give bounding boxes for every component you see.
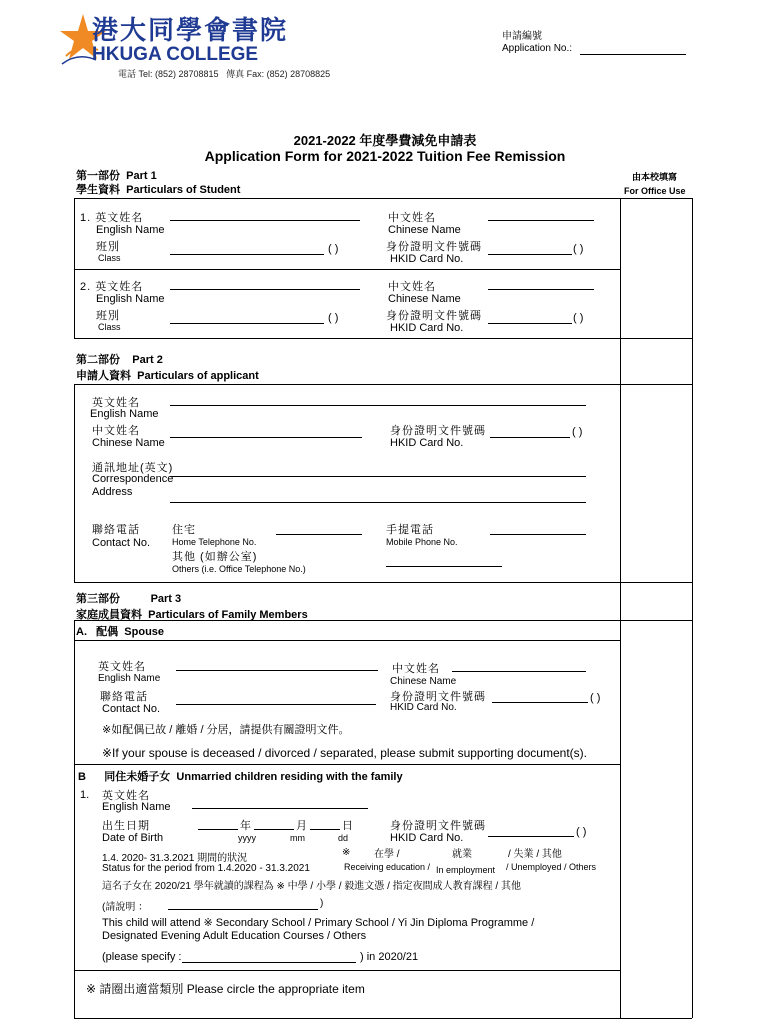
child-dob-dd: dd (338, 833, 349, 843)
student2-hkid-en: HKID Card No. (390, 322, 464, 334)
part1-sub-en: Particulars of Student (126, 184, 241, 196)
children-b-label: B (78, 771, 86, 783)
form-title-cn: 2021-2022 年度學費減免申請表 (293, 133, 477, 148)
student1-class-paren: ( ) (328, 243, 339, 255)
student2-hkid-cn: 身份證明文件號碼 (386, 310, 482, 322)
child-dob-year-field[interactable] (198, 829, 238, 830)
child-dob-month-field[interactable] (254, 829, 294, 830)
student2-chi-name-en: Chinese Name (388, 293, 461, 305)
office-use-cn: 由本校填寫 (632, 172, 678, 182)
student2-eng-name-cn: 2. 英文姓名 (80, 281, 144, 293)
student1-hkid-en: HKID Card No. (390, 253, 464, 265)
student1-eng-name-cn: 1. 英文姓名 (80, 212, 144, 224)
spouse-heading (76, 623, 164, 639)
child-specify-en: (please specify : (102, 951, 182, 963)
part2-eng-name-cn: 英文姓名 (92, 397, 140, 409)
part2-heading (76, 351, 163, 367)
part2-chi-name-en: Chinese Name (92, 437, 165, 449)
child-explain-close: ) (320, 898, 324, 909)
part2-heading-en: Part 2 (132, 354, 163, 366)
child-course-en2: Designated Evening Adult Education Courses / Others (102, 930, 367, 942)
child-dob-year-cn: 年 (240, 820, 251, 832)
part2-hkid-en: HKID Card No. (390, 437, 464, 449)
spouse-contact-en: Contact No. (102, 703, 161, 715)
status-studying-en[interactable]: Receiving education / (344, 862, 431, 872)
office-column-divider (620, 198, 621, 1018)
student1-chi-name-en: Chinese Name (388, 224, 461, 236)
child-hkid-en: HKID Card No. (390, 832, 464, 844)
form-title-en: Application Form for 2021-2022 Tuition Fee Remission (204, 148, 566, 164)
part2-contact-cn: 聯絡電話 (92, 524, 140, 536)
part1-sub-cn: 學生資料 (76, 184, 120, 196)
student2-chi-name-field[interactable] (488, 289, 594, 290)
part3-left-border (74, 620, 75, 1018)
student1-hkid-paren: ( ) (573, 243, 584, 255)
part2-contact-en: Contact No. (92, 537, 151, 549)
children-bottom-rule (74, 970, 620, 971)
student1-chi-name-field[interactable] (488, 220, 594, 221)
office-use-en: For Office Use (624, 186, 686, 196)
student1-class-field[interactable] (170, 254, 324, 255)
part2-home-en: Home Telephone No. (172, 537, 257, 547)
spouse-contact-field[interactable] (176, 704, 376, 705)
part3-sub-cn: 家庭成員資料 (76, 609, 142, 621)
student2-class-en: Class (98, 322, 121, 332)
child-hkid-cn: 身份證明文件號碼 (390, 820, 486, 832)
application-no-label: Application No.: (502, 43, 573, 54)
part2-chi-name-field[interactable] (170, 437, 362, 438)
logo-english-name: HKUGA COLLEGE (92, 44, 259, 65)
child-status-en: Status for the period from 1.4.2020 - 31.3.2021 (102, 863, 310, 874)
student1-chi-name-cn: 中文姓名 (388, 212, 436, 224)
student1-class-en: Class (98, 253, 121, 263)
part2-others-en: Others (i.e. Office Telephone No.) (172, 564, 306, 574)
child-eng-name-field[interactable] (192, 808, 368, 809)
child-dob-month-cn: 月 (296, 820, 307, 832)
student1-class-cn: 班別 (96, 241, 120, 253)
child-dob-en: Date of Birth (102, 832, 164, 844)
student1-hkid-cn: 身份證明文件號碼 (386, 241, 482, 253)
application-no-cn: 申請編號 (502, 31, 542, 42)
part2-eng-name-field[interactable] (170, 405, 586, 406)
student2-class-cn: 班別 (96, 310, 120, 322)
student1-eng-name-field[interactable] (170, 220, 360, 221)
part2-address-field-1[interactable] (170, 476, 586, 477)
part2-left-border (74, 384, 75, 582)
child-explain-cn: (請說明 ： (102, 902, 149, 913)
spouse-chi-name-field[interactable] (452, 671, 586, 672)
child-dob-mm: mm (290, 833, 305, 843)
spouse-hkid-cn: 身份證明文件號碼 (390, 691, 486, 703)
spouse-hkid-paren: ( ) (590, 692, 601, 704)
part2-mobile-en: Mobile Phone No. (386, 537, 458, 547)
fax-label: 傳真 Fax: (852) 28708825 (226, 69, 331, 79)
part2-home-cn: 住宅 (172, 524, 196, 536)
child-status-cn: 1.4. 2020- 31.3.2021 期間的狀況 (102, 853, 248, 864)
children-heading (78, 768, 403, 784)
spouse-note-cn: ※如配偶已故 / 離婚 / 分居，請提供有關證明文件。 (102, 724, 350, 736)
student2-eng-name-en: English Name (96, 293, 165, 305)
part2-mobile-field[interactable] (490, 534, 586, 535)
part2-sub-cn: 申請人資料 (76, 370, 131, 382)
phone-fax-line (118, 67, 330, 80)
student2-eng-name-field[interactable] (170, 289, 360, 290)
children-en: Unmarried children residing with the family (176, 771, 403, 783)
student2-hkid-field[interactable] (488, 323, 572, 324)
phone-label: 電話 Tel: (852) 28708815 (118, 69, 219, 79)
spouse-eng-name-cn: 英文姓名 (98, 661, 146, 673)
application-no-field[interactable] (580, 54, 686, 55)
student1-eng-name-en: English Name (96, 224, 165, 236)
spouse-heading-rule (74, 640, 620, 641)
student1-hkid-field[interactable] (488, 254, 572, 255)
part2-hkid-paren: ( ) (572, 426, 583, 438)
spouse-hkid-field[interactable] (492, 702, 588, 703)
spouse-contact-cn: 聯絡電話 (100, 691, 148, 703)
form-right-border (692, 198, 693, 1018)
status-star: ※ (342, 847, 351, 858)
part1-subheading (76, 181, 240, 197)
student2-class-paren: ( ) (328, 312, 339, 324)
child-specify-field[interactable] (182, 962, 356, 963)
part2-sub-en: Particulars of applicant (137, 370, 259, 382)
spouse-hkid-en: HKID Card No. (390, 702, 457, 713)
form-left-border (74, 198, 75, 338)
child-number: 1. (80, 789, 90, 801)
logo-chinese-name: 港大同學會書院 (92, 16, 289, 46)
student-divider (74, 269, 620, 270)
part2-address-field-2[interactable] (170, 502, 586, 503)
part2-hkid-cn: 身份證明文件號碼 (390, 425, 486, 437)
spouse-bottom-rule (74, 764, 620, 765)
spouse-chi-name-en: Chinese Name (390, 676, 457, 687)
child-specify-close: ) in 2020/21 (360, 951, 419, 963)
part2-hkid-field[interactable] (490, 437, 570, 438)
spouse-en: Spouse (124, 626, 165, 638)
part2-heading-cn: 第二部份 (76, 354, 120, 366)
part3-top-rule (74, 620, 692, 621)
child-explain-field[interactable] (168, 909, 318, 910)
student2-chi-name-cn: 中文姓名 (388, 281, 436, 293)
child-hkid-field[interactable] (488, 836, 574, 837)
student2-class-field[interactable] (170, 323, 324, 324)
child-hkid-paren: ( ) (576, 826, 587, 838)
child-eng-name-en: English Name (102, 801, 171, 813)
part2-chi-name-cn: 中文姓名 (92, 425, 140, 437)
children-cn: 同住未婚子女 (104, 771, 171, 783)
status-employed-cn: 就業 (452, 849, 472, 860)
child-course-en1: This child will attend ※ Secondary School / Primary School / Yi Jin Diploma Programme / (102, 917, 535, 929)
part2-top-rule (74, 384, 692, 385)
circle-instruction: ※ 請圈出適當類別 Please circle the appropriate item (86, 982, 365, 996)
student2-hkid-paren: ( ) (573, 312, 584, 324)
status-unemployed-en[interactable]: / Unemployed / Others (506, 862, 597, 872)
spouse-chi-name-cn: 中文姓名 (392, 663, 440, 675)
status-unemployed-cn: / 失業 / 其他 (508, 849, 562, 860)
part3-heading-cn: 第三部份 (76, 593, 120, 605)
part1-heading-en: Part 1 (126, 170, 157, 182)
part2-address-cn: 通訊地址(英文) (92, 462, 174, 474)
part2-others-field[interactable] (386, 566, 502, 567)
part2-bottom-rule (74, 582, 692, 583)
part2-home-phone-field[interactable] (276, 534, 362, 535)
spouse-note-en: ※If your spouse is deceased / divorced / separated, please submit supporting document(s). (102, 746, 587, 760)
form-bottom-rule (74, 1018, 692, 1019)
status-employed-en[interactable]: In employment (436, 865, 496, 875)
child-dob-cn: 出生日期 (102, 820, 150, 832)
part3-heading (76, 590, 181, 606)
spouse-eng-name-field[interactable] (176, 670, 378, 671)
part2-address-en2: Address (92, 486, 133, 498)
part3-sub-en: Particulars of Family Members (148, 609, 308, 621)
status-studying-cn: 在學 / (374, 849, 400, 860)
child-course-cn: 這名子女在 2020/21 學年就讀的課程為 ※ 中學 / 小學 / 毅進文憑 / 指定夜間成人教育課程 / 其他 (102, 881, 521, 892)
part2-subheading (76, 367, 259, 383)
spouse-eng-name-en: English Name (98, 673, 161, 684)
part2-others-cn: 其他 (如辦公室) (172, 551, 258, 563)
child-eng-name-cn: 英文姓名 (102, 790, 150, 802)
part3-heading-en: Part 3 (150, 593, 182, 605)
part1-bottom-rule (74, 338, 692, 339)
spouse-a-label: A. (76, 626, 87, 638)
part1-heading-cn: 第一部份 (76, 170, 120, 182)
part2-address-en1: Correspondence (92, 473, 174, 485)
child-dob-yyyy: yyyy (238, 833, 256, 843)
part2-mobile-cn: 手提電話 (386, 524, 434, 536)
child-dob-day-cn: 日 (342, 820, 353, 832)
part1-top-rule (74, 198, 692, 199)
part2-eng-name-en: English Name (90, 408, 159, 420)
child-dob-day-field[interactable] (310, 829, 340, 830)
spouse-cn: 配偶 (96, 626, 119, 638)
